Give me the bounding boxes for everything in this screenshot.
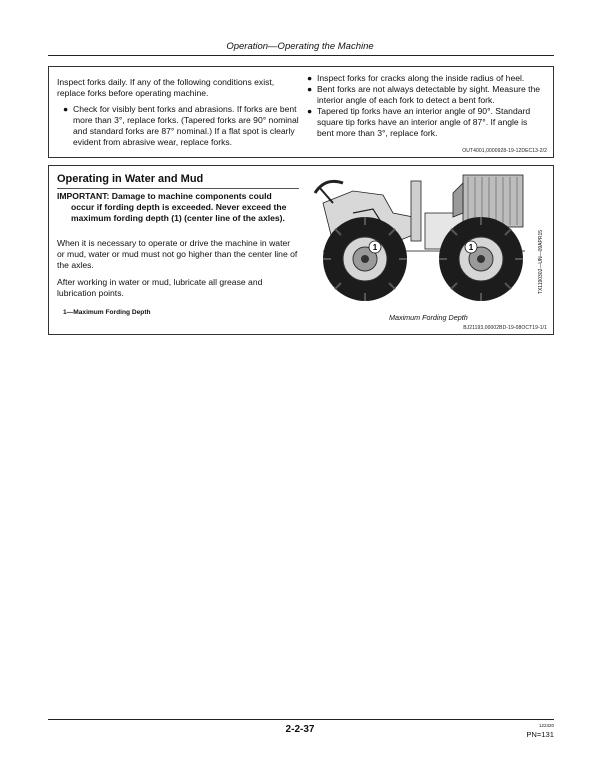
svg-text:1: 1: [468, 243, 474, 252]
bullet-item: [307, 73, 545, 84]
svg-text:1: 1: [372, 243, 378, 252]
water-reference-code: BJ21193,00002BD-19-08OCT19-1/1: [463, 325, 547, 331]
bullet-icon: ●: [63, 104, 69, 114]
rear-wheel: [439, 217, 523, 301]
callout-marker-rear: [465, 241, 477, 253]
fork-intro: Inspect forks daily. If any of the following conditions exist, replace forks before operating machine.: [57, 77, 275, 98]
front-wheel: [323, 217, 407, 301]
water-paragraph-2: After working in water or mud, lubricate all grease and lubrication points.: [57, 277, 263, 298]
section-title-rule: [57, 188, 299, 189]
water-mud-box: [48, 165, 554, 335]
figure-id-vertical: [528, 230, 548, 310]
important-notice: [57, 191, 299, 224]
page-number: 2-2-37: [285, 724, 315, 735]
fork-right-bullets: [307, 73, 545, 139]
fork-inspection-box: [48, 66, 554, 158]
bullet-text: Check for visibly bent forks and abrasions. If forks are bent more than 3°, replace forks. (Tapered forks are 90° nominal and standard forks are 87° nominal.) If a flat spot is clearly evident from abrasive wear, replace forks.: [73, 104, 299, 147]
part-number: PN=131: [526, 730, 554, 739]
important-rest: occur if fording depth is exceeded. Never exceed the maximum fording depth (1) (center line of the axles).: [71, 202, 287, 223]
bullet-icon: ●: [307, 73, 313, 83]
bullet-text: Bent forks are not always detectable by sight. Measure the interior angle of each fork to detect a bent fork.: [317, 84, 541, 105]
figure-id: TX1190302—UN—09APR15: [538, 230, 544, 295]
fork-reference-code: OUT4001,0000928-19-12DEC13-2/2: [462, 148, 547, 154]
bullet-item: [307, 84, 545, 106]
footer-rule: [48, 719, 554, 720]
fork-right-column: [307, 73, 545, 139]
bullet-item: [63, 104, 299, 148]
figure-caption: Maximum Fording Depth: [389, 313, 468, 322]
bullet-text: Tapered tip forks have an interior angle of 90°. Standard square tip forks have an interior angle of 87°. If angle is bent more than 3°, replace fork.: [317, 106, 531, 138]
important-lead: IMPORTANT: Damage to machine components could: [57, 191, 272, 201]
bullet-item: [307, 106, 545, 139]
section-title: Operating in Water and Mud: [57, 173, 204, 185]
loader-wheels-illustration: [313, 173, 535, 305]
header-rule: [48, 55, 554, 56]
footer-date-code: 122320: [538, 723, 554, 728]
bullet-icon: ●: [307, 84, 313, 94]
running-header: Operation—Operating the Machine: [226, 41, 374, 52]
fork-left-bullets: [57, 104, 299, 148]
callout-marker-front: [369, 241, 381, 253]
bullet-icon: ●: [307, 106, 313, 116]
fork-left-column: [57, 77, 299, 148]
bullet-text: Inspect forks for cracks along the inside radius of heel.: [317, 73, 525, 83]
figure-callout-legend: 1—Maximum Fording Depth: [63, 309, 151, 316]
water-paragraph-1: When it is necessary to operate or drive the machine in water or mud, water or mud must not go higher than the center line of the axles.: [57, 238, 298, 270]
